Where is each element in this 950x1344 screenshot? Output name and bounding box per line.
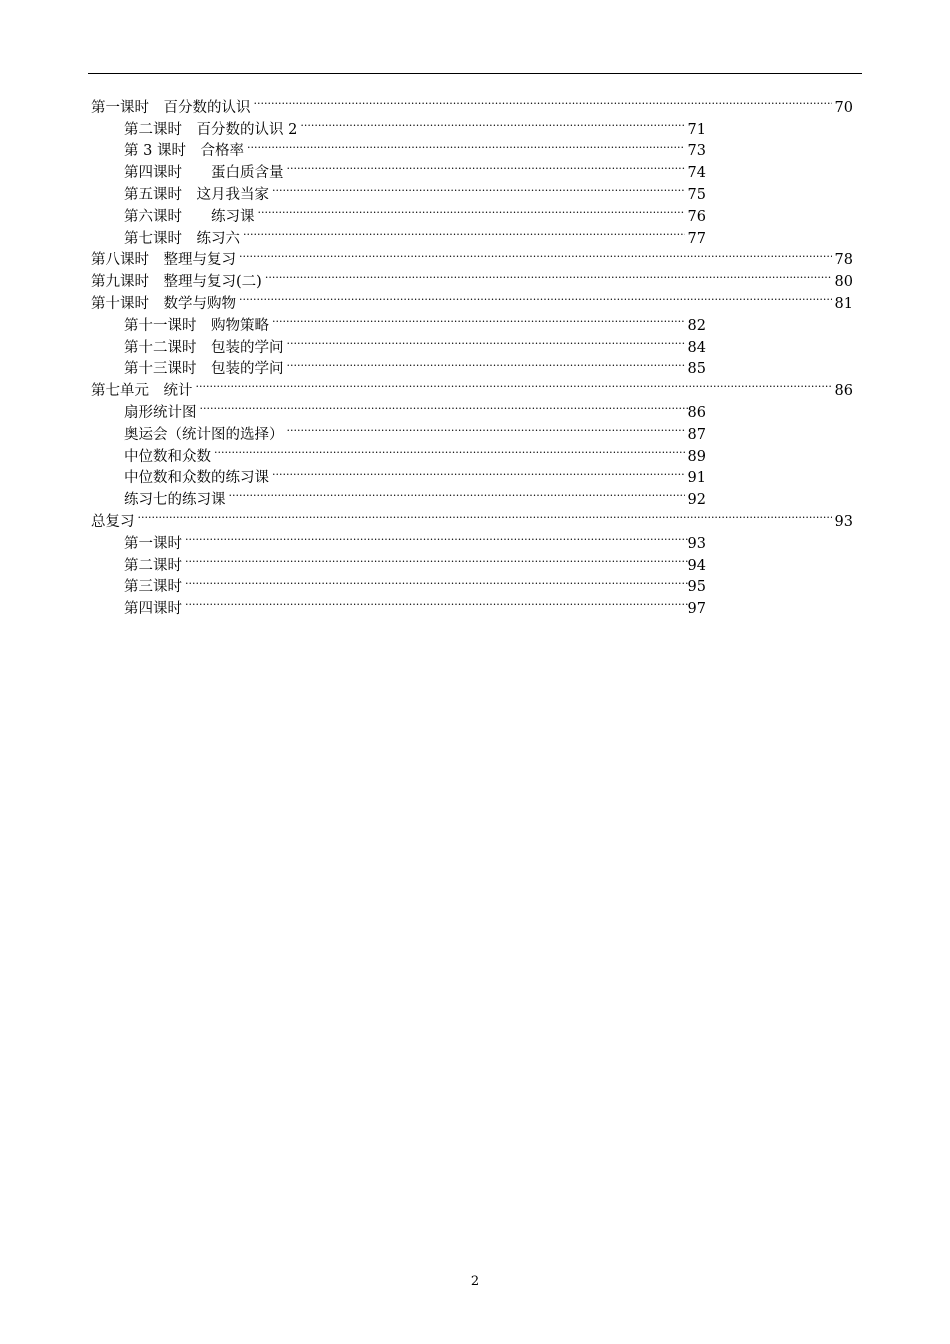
toc-entry-title: 第四课时 蛋白质含量 xyxy=(124,165,284,182)
toc-entry-page: 84 xyxy=(687,339,706,356)
toc-dot-leader xyxy=(287,417,685,439)
toc-dot-leader xyxy=(287,352,685,374)
toc-dot-leader xyxy=(138,504,832,526)
toc-entry-page: 81 xyxy=(834,295,853,312)
toc-entry-title: 中位数和众数的练习课 xyxy=(124,470,269,487)
toc-entry-title: 第七课时 练习六 xyxy=(124,230,240,247)
toc-dot-leader xyxy=(272,461,685,483)
toc-entry-title: 第八课时 整理与复习 xyxy=(91,252,236,269)
toc-entry-page: 78 xyxy=(834,252,853,269)
toc-entry-page: 77 xyxy=(687,230,706,247)
toc-entry[interactable] xyxy=(0,504,950,530)
toc-dot-leader xyxy=(300,112,684,134)
toc-entry[interactable] xyxy=(0,439,950,465)
toc-entry[interactable] xyxy=(0,221,950,247)
toc-entry-page: 97 xyxy=(687,601,706,618)
toc-entry-title: 奥运会（统计图的选择） xyxy=(124,426,284,443)
toc-entry[interactable] xyxy=(0,308,950,334)
toc-entry-title: 第 3 课时 合格率 xyxy=(124,143,244,160)
toc-dot-leader xyxy=(239,243,832,265)
toc-entry-page: 91 xyxy=(687,470,706,487)
toc-entry[interactable] xyxy=(0,177,950,203)
toc-entry-title: 第三课时 xyxy=(124,579,182,596)
toc-dot-leader xyxy=(185,570,688,592)
toc-entry[interactable] xyxy=(0,482,950,509)
toc-entry-title: 总复习 xyxy=(91,513,135,530)
table-of-contents xyxy=(0,90,950,618)
toc-entry-title: 第一课时 百分数的认识 xyxy=(91,99,251,116)
toc-dot-leader xyxy=(243,221,685,243)
toc-dot-leader xyxy=(196,373,832,395)
toc-entry-title: 第七单元 统计 xyxy=(91,383,193,400)
toc-entry[interactable] xyxy=(0,548,950,574)
toc-entry[interactable] xyxy=(0,591,950,618)
toc-entry-page: 82 xyxy=(687,317,706,334)
toc-entry[interactable] xyxy=(0,243,950,269)
toc-entry[interactable] xyxy=(0,461,950,487)
toc-entry-title: 第十三课时 包装的学问 xyxy=(124,361,284,378)
toc-entry[interactable] xyxy=(0,134,950,160)
toc-entry-title: 练习七的练习课 xyxy=(124,492,226,509)
toc-dot-leader xyxy=(247,134,685,156)
toc-entry-title: 中位数和众数 xyxy=(124,448,211,465)
toc-entry-title: 第九课时 整理与复习(二) xyxy=(91,274,262,291)
toc-dot-leader xyxy=(229,482,685,504)
toc-entry[interactable] xyxy=(0,155,950,182)
toc-entry[interactable] xyxy=(0,330,950,356)
toc-entry-title: 第四课时 xyxy=(124,601,182,618)
toc-entry[interactable] xyxy=(0,112,950,138)
toc-entry-title: 扇形统计图 xyxy=(124,404,197,421)
toc-dot-leader xyxy=(185,548,688,570)
toc-entry-page: 87 xyxy=(687,426,706,443)
toc-entry[interactable] xyxy=(0,417,950,443)
toc-dot-leader xyxy=(287,330,685,352)
toc-entry-title: 第十课时 数学与购物 xyxy=(91,295,236,312)
toc-entry[interactable] xyxy=(0,570,950,596)
toc-dot-leader xyxy=(185,591,688,613)
toc-entry-title: 第十二课时 包装的学问 xyxy=(124,339,284,356)
page-number: 2 xyxy=(470,1274,480,1289)
toc-dot-leader xyxy=(272,308,685,330)
toc-dot-leader xyxy=(200,395,688,417)
toc-entry[interactable] xyxy=(0,90,950,116)
toc-entry[interactable] xyxy=(0,199,950,225)
toc-entry-page: 73 xyxy=(687,143,706,160)
toc-dot-leader xyxy=(239,286,832,308)
toc-entry-page: 95 xyxy=(687,579,706,596)
toc-entry-page: 93 xyxy=(834,513,853,530)
toc-entry-title: 第二课时 百分数的认识 2 xyxy=(124,121,298,138)
toc-dot-leader xyxy=(185,526,688,548)
toc-entry-title: 第六课时 练习课 xyxy=(124,208,255,225)
toc-dot-leader xyxy=(258,199,685,221)
toc-entry[interactable] xyxy=(0,264,950,291)
toc-dot-leader xyxy=(214,439,685,461)
toc-entry-page: 75 xyxy=(687,186,706,203)
toc-entry-page: 86 xyxy=(834,383,853,400)
toc-entry-title: 第五课时 这月我当家 xyxy=(124,186,269,203)
toc-dot-leader xyxy=(272,177,685,199)
toc-entry[interactable] xyxy=(0,373,950,400)
toc-entry-page: 93 xyxy=(687,535,706,552)
toc-dot-leader xyxy=(254,90,832,112)
toc-entry[interactable] xyxy=(0,526,950,552)
toc-entry-page: 70 xyxy=(834,99,853,116)
toc-entry-page: 86 xyxy=(687,404,706,421)
toc-dot-leader xyxy=(287,155,685,177)
toc-entry[interactable] xyxy=(0,286,950,312)
toc-dot-leader xyxy=(265,264,832,286)
toc-entry[interactable] xyxy=(0,395,950,421)
toc-entry-page: 92 xyxy=(687,492,706,509)
header-rule xyxy=(88,73,862,74)
toc-entry-title: 第二课时 xyxy=(124,557,182,574)
toc-entry-page: 76 xyxy=(687,208,706,225)
toc-entry-page: 74 xyxy=(687,165,706,182)
toc-entry[interactable] xyxy=(0,352,950,378)
toc-entry-page: 85 xyxy=(687,361,706,378)
toc-entry-page: 80 xyxy=(834,274,853,291)
toc-entry-page: 94 xyxy=(687,557,706,574)
toc-entry-page: 71 xyxy=(687,121,706,138)
toc-entry-title: 第十一课时 购物策略 xyxy=(124,317,269,334)
toc-entry-page: 89 xyxy=(687,448,706,465)
toc-entry-title: 第一课时 xyxy=(124,535,182,552)
